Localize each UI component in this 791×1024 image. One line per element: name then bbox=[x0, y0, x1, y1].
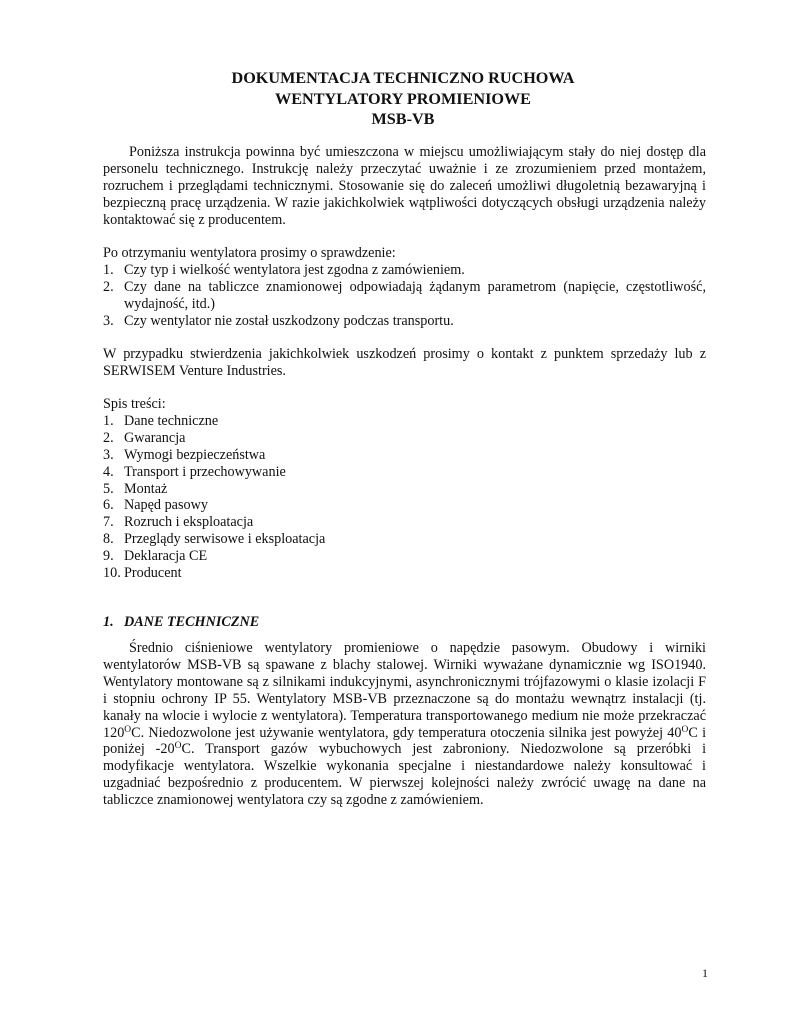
degree-superscript: O bbox=[174, 741, 182, 752]
toc-lead: Spis treści: bbox=[103, 396, 166, 412]
toc-item bbox=[103, 565, 706, 582]
toc-item bbox=[103, 548, 706, 565]
toc-item-number: 8. bbox=[103, 531, 114, 548]
toc-item-text: Montaż bbox=[124, 480, 168, 497]
intro-paragraph: Poniższa instrukcja powinna być umieszczona w miejscu umożliwiającym stały do niej dostęp dla personelu technicznego. Instrukcję należy przeczytać uważnie i ze zrozumieniem przed montażem, rozruchem i przeglądami technicznymi. Stosowanie się do zaleceń umożliwi długoletnią bezawaryjną i bezpieczną pracę urządzenia. W razie jakichkolwiek wątpliwości dotyczących obsługi urządzenia należy kontaktować się z producentem. bbox=[103, 144, 706, 228]
toc-item bbox=[103, 481, 706, 498]
toc-item-text: Transport i przechowywanie bbox=[124, 463, 286, 480]
section-1-title: DANE TECHNICZNE bbox=[124, 614, 260, 630]
check-item-number: 2. bbox=[103, 278, 114, 295]
toc-item-text: Wymogi bezpieczeństwa bbox=[124, 446, 266, 463]
section-1-paragraph bbox=[103, 640, 706, 809]
toc-item-text: Dane techniczne bbox=[124, 412, 219, 429]
toc-item-text: Deklaracja CE bbox=[124, 548, 208, 565]
section-1-text-part: Średnio ciśnieniowe wentylatory promieniowe o napędzie pasowym. Obudowy i wirniki wentylatorów MSB-VB są spawane z blachy stalowej. Wirniki wyważane dynamicznie wg ISO1940. Wentylatory montowane są z silnikami indukcyjnymi, asynchronicznymi trójfazowymi o klasie izolacji F i stopniu ochrony IP 55. Wentylatory MSB-VB przeznaczone są do montażu wewnątrz instalacji (tj. kanały na wlocie i wylocie z wentylatora). Temperatura transportowanego medium nie może przekraczać 120 bbox=[103, 640, 706, 741]
toc-item-text: Gwarancja bbox=[124, 429, 186, 446]
title-line-1: DOKUMENTACJA TECHNICZNO RUCHOWA bbox=[231, 69, 575, 87]
toc-list bbox=[103, 413, 706, 582]
page-number: 1 bbox=[702, 966, 708, 980]
document-title bbox=[0, 68, 791, 130]
toc-item-text: Producent bbox=[124, 565, 182, 582]
toc-item bbox=[103, 531, 706, 548]
toc-item bbox=[103, 430, 706, 447]
toc-item-number: 9. bbox=[103, 548, 114, 565]
toc-item bbox=[103, 514, 706, 531]
check-item bbox=[103, 279, 706, 313]
table-of-contents bbox=[103, 396, 706, 582]
section-1-number: 1. bbox=[103, 614, 114, 630]
section-1-text-part: C i poniżej -20 bbox=[103, 724, 707, 758]
degree-superscript: O bbox=[681, 724, 689, 735]
title-line-3: MSB-VB bbox=[371, 110, 435, 128]
toc-item-number: 1. bbox=[103, 412, 114, 429]
damage-note-paragraph: W przypadku stwierdzenia jakichkolwiek uszkodzeń prosimy o kontakt z punktem sprzedaży lub z SERWISEM Venture Industries. bbox=[103, 346, 706, 379]
degree-superscript: O bbox=[124, 724, 132, 735]
check-item bbox=[103, 313, 706, 330]
toc-item-text: Napęd pasowy bbox=[124, 497, 208, 514]
toc-item-number: 4. bbox=[103, 463, 114, 480]
check-section bbox=[103, 245, 706, 330]
section-1-heading bbox=[103, 614, 727, 631]
check-item-text: Czy dane na tabliczce znamionowej odpowiadają żądanym parametrom (napięcie, częstotliwość, wydajność, itd.) bbox=[124, 278, 706, 312]
check-item bbox=[103, 262, 706, 279]
toc-item bbox=[103, 497, 706, 514]
check-item-text: Czy wentylator nie został uszkodzony podczas transportu. bbox=[124, 312, 454, 329]
title-line-2: WENTYLATORY PROMIENIOWE bbox=[275, 89, 531, 108]
toc-item bbox=[103, 447, 706, 464]
check-item-text: Czy typ i wielkość wentylatora jest zgodna z zamówieniem. bbox=[124, 261, 465, 278]
toc-item bbox=[103, 464, 706, 481]
toc-item-number: 7. bbox=[103, 514, 114, 531]
toc-item-number: 10. bbox=[103, 565, 121, 582]
toc-item bbox=[103, 413, 706, 430]
toc-item-text: Przeglądy serwisowe i eksploatacja bbox=[124, 531, 326, 548]
check-item-number: 3. bbox=[103, 312, 114, 329]
toc-item-number: 3. bbox=[103, 446, 114, 463]
check-item-number: 1. bbox=[103, 261, 114, 278]
check-list bbox=[103, 262, 706, 330]
check-lead: Po otrzymaniu wentylatora prosimy o sprawdzenie: bbox=[103, 245, 396, 261]
toc-item-text: Rozruch i eksploatacja bbox=[124, 514, 254, 531]
section-1-text-part: C. Niedozwolone jest używanie wentylatora, gdy temperatura otoczenia silnika jest powyżej 40 bbox=[131, 724, 682, 741]
section-1-text-part: C. Transport gazów wybuchowych jest zabroniony. Niedozwolone są przeróbki i modyfikacje wentylatora. Wszelkie wykonania specjalne i niestandardowe należy konsultować i uzgadniać bezpośrednio z producentem. W pierwszej kolejności należy zwrócić uwagę na dane na tabliczce znamionowej wentylatora czy są zgodne z zamówieniem. bbox=[103, 741, 707, 809]
toc-item-number: 6. bbox=[103, 497, 114, 514]
toc-item-number: 2. bbox=[103, 429, 114, 446]
toc-item-number: 5. bbox=[103, 480, 114, 497]
